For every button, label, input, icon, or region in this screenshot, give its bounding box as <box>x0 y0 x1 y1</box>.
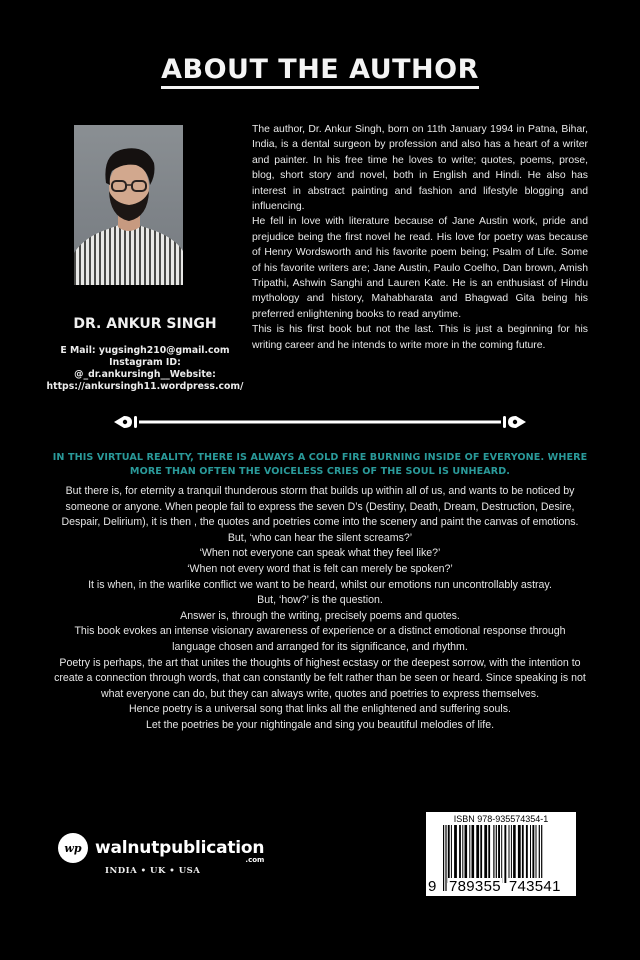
barcode-bar <box>498 825 500 883</box>
barcode-bar <box>462 825 463 883</box>
isbn-group-2: 743541 <box>508 878 561 895</box>
barcode-bar <box>513 825 516 883</box>
blurb-paragraph: This book evokes an intense visionary awareness of experience or a distinct emotional response through language chosen and arranged for its significance, and rhythm. <box>74 625 566 653</box>
contact-email: E Mail: yugsingh210@gmail.com <box>60 345 230 356</box>
blurb-paragraph: Let the poetries be your nightingale and sing you beautiful melodies of life. <box>145 718 495 731</box>
contact-website: https://ankursingh11.wordpress.com/ <box>46 381 244 392</box>
blurb-paragraph: Hence poetry is a universal song that links all the enlightened and suffering souls. <box>128 703 511 716</box>
barcode-bar <box>484 825 487 883</box>
barcode-bar <box>509 825 510 883</box>
barcode-bar <box>536 825 537 883</box>
publisher-name: walnutpublication <box>95 838 265 858</box>
tagline: IN THIS VIRTUAL REALITY, THERE IS ALWAYS A COLD FIRE BURNING INSIDE OF EVERYONE. WHERE MORE THAN OFTEN THE VOICELESS CRIES OF THE SOUL IS UNHEARD. <box>52 452 588 477</box>
barcode-bar <box>454 825 457 883</box>
divider-left-ornament-icon <box>114 416 137 428</box>
barcode-bar <box>526 825 528 883</box>
barcode-bar <box>465 825 468 883</box>
ornamental-divider <box>112 412 528 432</box>
page-title-text: ABOUT THE AUTHOR <box>161 54 479 89</box>
bio-paragraph: This is his first book but not the last. This is just a beginning for his writing career and he intends to write more in the coming future. <box>252 324 588 351</box>
barcode-bar <box>472 825 475 883</box>
barcode-bar <box>469 825 470 883</box>
isbn-lead-digit: 9 <box>428 878 437 895</box>
author-bio <box>252 122 588 353</box>
barcode-bar <box>459 825 461 883</box>
barcode-bar <box>518 825 521 883</box>
book-blurb <box>52 484 588 734</box>
barcode-bar <box>448 825 450 883</box>
isbn-barcode <box>426 812 576 896</box>
publisher-domain: .com <box>245 856 265 864</box>
divider-line <box>139 421 501 424</box>
barcode-bar <box>501 825 502 883</box>
isbn-label: ISBN 978-935574354-1 <box>453 814 549 824</box>
isbn-group-1: 789355 <box>449 878 501 895</box>
barcode-bar <box>532 825 534 883</box>
blurb-paragraph: Answer is, through the writing, precisely poems and quotes. <box>180 609 460 622</box>
blurb-paragraph: But, ‘how?’ is the question. <box>257 594 383 607</box>
author-name: DR. ANKUR SINGH <box>73 316 217 332</box>
publisher-wordmark <box>95 838 265 864</box>
blurb-paragraph: But there is, for eternity a tranquil thunderous storm that builds up within all of us, and wants to be noticed by someone or anyone. When people fail to express the seven D’s (Destiny, Death, Dream, Destruction, Desire, Despair, Delirium), it is then , the quotes and poetries come into the scenery and paint the canvas of emotions. <box>61 485 579 529</box>
barcode-bar <box>480 825 482 883</box>
barcode-bar <box>476 825 479 883</box>
publisher-logo-icon: wp <box>58 833 88 863</box>
blurb-paragraph: ‘When not every word that is felt can merely be spoken?’ <box>187 562 453 575</box>
author-photo <box>74 125 183 285</box>
barcode-bar <box>451 825 452 883</box>
barcode-bar <box>488 825 490 883</box>
isbn-digits <box>428 878 572 895</box>
bio-paragraph: The author, Dr. Ankur Singh, born on 11th January 1994 in Patna, Bihar, India, is a dental surgeon by profession and also has a heart of a writer and painter. In his free time he loves to write; quotes, poems, prose, blog, short story and novel, both in English and Hindi. He also has interest in abstract painting and fashion and lifestyle blogging and influencing. <box>252 124 588 213</box>
blurb-paragraph: But, ‘who can hear the silent screams?’ <box>227 531 413 544</box>
bio-paragraph: He fell in love with literature because of Jane Austin work, pride and prejudice being the first novel he read. His love for poetry was because of Henry Wordsworth and his favorite poem being; Psalm of Life. Some of his favorite writers are; Jane Austin, Paulo Coelho, Dan brown, Amish Tripathi, Ashwin Sanghi and Lauren Kate. He is an enthusiast of Hindu mythology and history, Mahabharata and Bhagwad Gita being his preferred enlightening books to read anytime. <box>252 216 588 320</box>
page-title <box>0 54 640 85</box>
barcode-bar <box>511 825 512 883</box>
publisher-logo <box>58 833 264 863</box>
publisher-locations: INDIA • UK • USA <box>105 866 201 876</box>
barcode-bar <box>522 825 524 883</box>
author-contact <box>40 345 250 393</box>
blurb-paragraph: ‘When not everyone can speak what they feel like?’ <box>199 547 441 560</box>
divider-right-ornament-icon <box>503 416 526 428</box>
contact-instagram: Instagram ID: @_dr.ankursingh__Website: <box>74 357 216 380</box>
barcode-bar <box>504 825 506 883</box>
blurb-paragraph: It is when, in the warlike conflict we want to be heard, whilst our emotions run uncontrollably astray. <box>88 578 552 591</box>
author-portrait-illustration <box>74 125 183 285</box>
blurb-paragraph: Poetry is perhaps, the art that unites the thoughts of highest ecstasy or the deepest sorrow, with the intention to create a connection through words, that can constantly be felt rather than be seen or heard. Since speaking is not what everyone can do, but they can always write, quotes and poetries to express themselves. <box>54 656 586 700</box>
barcode-bar <box>530 825 531 883</box>
